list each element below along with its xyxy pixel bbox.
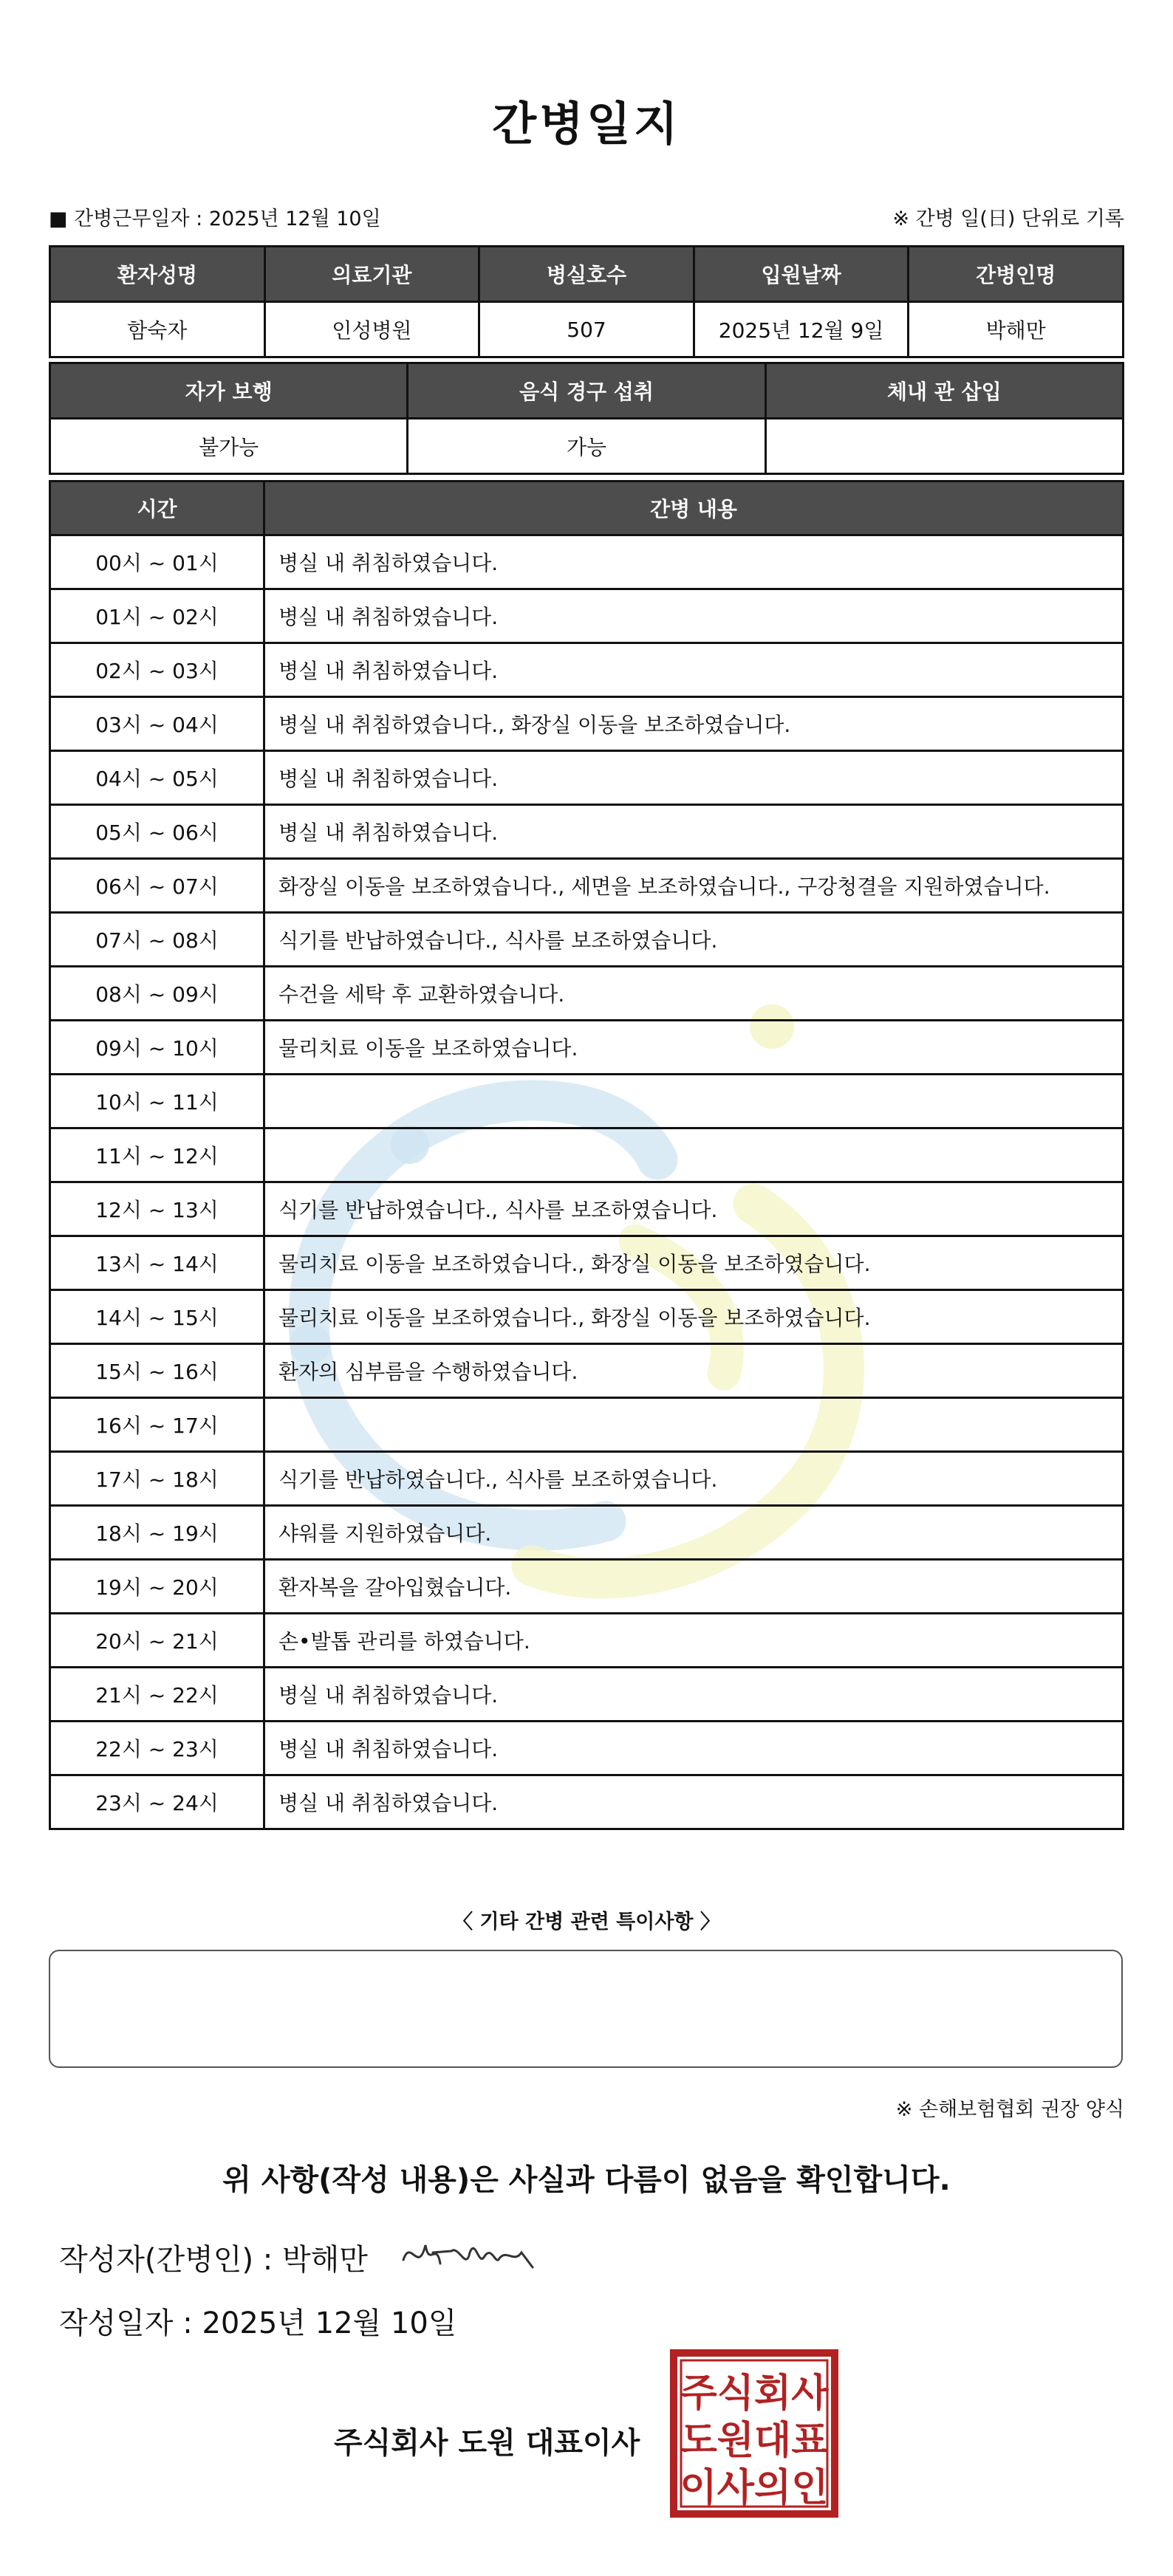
record-unit-note: ※ 간병 일(日) 단위로 기록 <box>892 208 1124 230</box>
log-time: 09시 ~ 10시 <box>50 1021 264 1075</box>
log-time: 11시 ~ 12시 <box>50 1128 264 1182</box>
log-content: 수건을 세탁 후 교환하였습니다. <box>264 967 1124 1021</box>
log-time: 04시 ~ 05시 <box>50 751 264 805</box>
tube-insertion-value <box>765 419 1123 474</box>
log-row <box>50 1506 1124 1560</box>
log-time: 07시 ~ 08시 <box>50 913 264 967</box>
log-content: 병실 내 취침하였습니다. <box>264 751 1124 805</box>
log-content: 물리치료 이동을 보조하였습니다., 화장실 이동을 보조하였습니다. <box>264 1290 1124 1344</box>
log-content: 환자의 심부름을 수행하였습니다. <box>264 1344 1124 1398</box>
log-content: 병실 내 취침하였습니다. <box>264 643 1124 697</box>
log-time: 05시 ~ 06시 <box>50 805 264 859</box>
log-time: 16시 ~ 17시 <box>50 1398 264 1452</box>
svg-text:이사의인: 이사의인 <box>680 2466 829 2510</box>
header-oral-intake: 음식 경구 섭취 <box>408 363 765 419</box>
header-caregiver-name: 간병인명 <box>909 247 1124 302</box>
log-content: 환자복을 갈아입혔습니다. <box>264 1560 1124 1614</box>
log-content <box>264 1075 1124 1128</box>
header-care-content: 간병 내용 <box>264 482 1124 535</box>
log-row <box>50 1775 1124 1829</box>
log-content: 병실 내 취침하였습니다. <box>264 805 1124 859</box>
log-time: 15시 ~ 16시 <box>50 1344 264 1398</box>
log-content: 화장실 이동을 보조하였습니다., 세면을 보조하였습니다., 구강청결을 지원하였습니다. <box>264 859 1124 913</box>
special-notes-box <box>49 1950 1123 2068</box>
log-time: 22시 ~ 23시 <box>50 1722 264 1775</box>
hospital-name: 인성병원 <box>264 302 479 357</box>
log-row <box>50 1075 1124 1128</box>
log-row <box>50 1560 1124 1614</box>
header-patient-name: 환자성명 <box>50 247 265 302</box>
log-content: 손•발톱 관리를 하였습니다. <box>264 1614 1124 1668</box>
log-row <box>50 751 1124 805</box>
condition-table <box>49 362 1124 475</box>
header-admission-date: 입원날짜 <box>694 247 909 302</box>
log-row <box>50 1398 1124 1452</box>
log-content: 식기를 반납하였습니다., 식사를 보조하였습니다. <box>264 1452 1124 1506</box>
log-time: 02시 ~ 03시 <box>50 643 264 697</box>
company-seal <box>669 2349 839 2518</box>
log-row <box>50 805 1124 859</box>
log-time: 12시 ~ 13시 <box>50 1182 264 1236</box>
log-content: 병실 내 취침하였습니다. <box>264 589 1124 643</box>
header-time: 시간 <box>50 482 264 535</box>
header-hospital: 의료기관 <box>264 247 479 302</box>
log-time: 21시 ~ 22시 <box>50 1668 264 1722</box>
log-row <box>50 643 1124 697</box>
work-date-label: ■ 간병근무일자 : 2025년 12월 10일 <box>49 208 381 230</box>
log-time: 03시 ~ 04시 <box>50 697 264 751</box>
log-time: 14시 ~ 15시 <box>50 1290 264 1344</box>
caregiver-name: 박해만 <box>909 302 1124 357</box>
log-row <box>50 1021 1124 1075</box>
log-row <box>50 1182 1124 1236</box>
admission-date: 2025년 12월 9일 <box>694 302 909 357</box>
log-row <box>50 967 1124 1021</box>
log-content: 병실 내 취침하였습니다. <box>264 1722 1124 1775</box>
log-row <box>50 1128 1124 1182</box>
log-time: 19시 ~ 20시 <box>50 1560 264 1614</box>
log-time: 20시 ~ 21시 <box>50 1614 264 1668</box>
header-tube-insertion: 체내 관 삽입 <box>765 363 1123 419</box>
log-content <box>264 1128 1124 1182</box>
log-content <box>264 1398 1124 1452</box>
log-content: 병실 내 취침하였습니다. <box>264 1668 1124 1722</box>
log-content: 물리치료 이동을 보조하였습니다. <box>264 1021 1124 1075</box>
log-row <box>50 1668 1124 1722</box>
log-time: 23시 ~ 24시 <box>50 1775 264 1829</box>
log-time: 00시 ~ 01시 <box>50 535 264 589</box>
log-row <box>50 913 1124 967</box>
log-content: 병실 내 취침하였습니다., 화장실 이동을 보조하였습니다. <box>264 697 1124 751</box>
log-row <box>50 535 1124 589</box>
log-time: 08시 ~ 09시 <box>50 967 264 1021</box>
oral-intake-value: 가능 <box>408 419 765 474</box>
log-content: 병실 내 취침하였습니다. <box>264 1775 1124 1829</box>
confirmation-statement: 위 사항(작성 내용)은 사실과 다름이 없음을 확인합니다. <box>222 2163 951 2197</box>
log-row <box>50 1722 1124 1775</box>
log-time: 17시 ~ 18시 <box>50 1452 264 1506</box>
header-self-walking: 자가 보행 <box>50 363 408 419</box>
patient-info-table <box>49 245 1124 358</box>
date-line: 작성일자 : 2025년 12월 10일 <box>59 2306 457 2340</box>
document-title: 간병일지 <box>492 97 681 151</box>
log-content: 식기를 반납하였습니다., 식사를 보조하였습니다. <box>264 913 1124 967</box>
log-row <box>50 589 1124 643</box>
log-content: 물리치료 이동을 보조하였습니다., 화장실 이동을 보조하였습니다. <box>264 1236 1124 1290</box>
log-row <box>50 1236 1124 1290</box>
log-content: 샤워를 지원하였습니다. <box>264 1506 1124 1560</box>
log-time: 18시 ~ 19시 <box>50 1506 264 1560</box>
svg-text:도원대표: 도원대표 <box>680 2419 829 2463</box>
room-number: 507 <box>479 302 694 357</box>
log-row <box>50 697 1124 751</box>
signature <box>396 2230 544 2282</box>
header-room-number: 병실호수 <box>479 247 694 302</box>
form-note: ※ 손해보험협회 권장 양식 <box>895 2098 1124 2121</box>
log-row <box>50 1614 1124 1668</box>
log-content: 식기를 반납하였습니다., 식사를 보조하였습니다. <box>264 1182 1124 1236</box>
patient-name: 함숙자 <box>50 302 265 357</box>
self-walking-value: 불가능 <box>50 419 408 474</box>
company-line: 주식회사 도원 대표이사 <box>334 2426 640 2460</box>
care-log-table <box>49 480 1124 1830</box>
log-time: 01시 ~ 02시 <box>50 589 264 643</box>
log-row <box>50 1290 1124 1344</box>
log-row <box>50 859 1124 913</box>
log-time: 13시 ~ 14시 <box>50 1236 264 1290</box>
log-row <box>50 1452 1124 1506</box>
special-notes-title: 〈 기타 간병 관련 특이사항 〉 <box>453 1911 720 1933</box>
log-time: 06시 ~ 07시 <box>50 859 264 913</box>
svg-text:주식회사: 주식회사 <box>680 2371 829 2416</box>
log-row <box>50 1344 1124 1398</box>
author-line: 작성자(간병인) : 박해만 <box>59 2243 368 2277</box>
log-time: 10시 ~ 11시 <box>50 1075 264 1128</box>
log-content: 병실 내 취침하였습니다. <box>264 535 1124 589</box>
